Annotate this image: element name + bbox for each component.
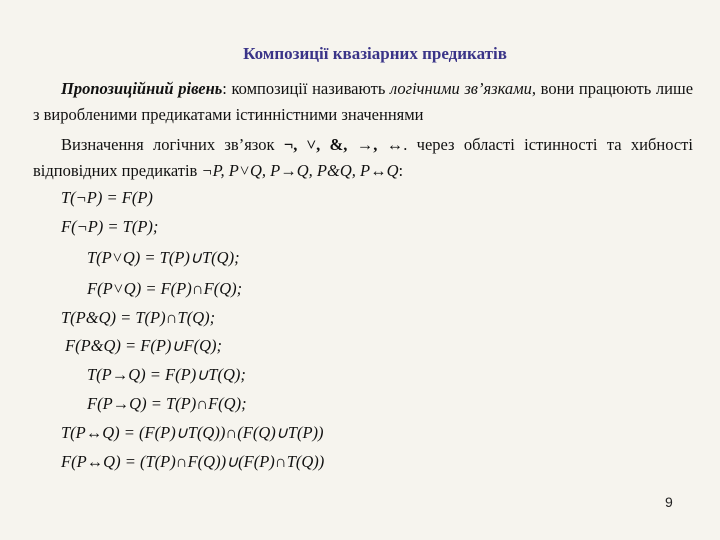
paragraph-propositional-level	[33, 76, 693, 128]
formula-2: F(¬P) = T(P);	[61, 217, 159, 236]
formula-10: F(P↔Q) = (T(P)∩F(Q))∪(F(P)∩T(Q))	[61, 452, 325, 471]
p2-text-1: Визначення логічних зв’язок	[61, 135, 284, 154]
slide-title: Композиції квазіарних предикатів	[243, 44, 507, 63]
paragraph-definitions	[33, 132, 693, 184]
formula-6: F(P&Q) = F(P)∪F(Q);	[65, 336, 222, 355]
formula-8: F(P→Q) = T(P)∩F(Q);	[87, 394, 247, 413]
connective-symbols: ¬, ˅, &, →, ↔	[283, 135, 404, 154]
formula-3: T(P˅Q) = T(P)∪T(Q);	[87, 248, 240, 267]
p2-text-2: . через області істинності та хибності відповідних предикатів	[33, 135, 693, 180]
predicate-list: ¬P, P˅Q, P→Q, P&Q, P↔Q	[201, 161, 399, 180]
page-number: 9	[665, 494, 673, 510]
formula-5: T(P&Q) = T(P)∩T(Q);	[61, 308, 216, 327]
term-propositional-level: Пропозиційний рівень	[61, 79, 223, 98]
p1-text-1: : композиції називають	[222, 79, 390, 98]
p2-text-3: :	[398, 161, 404, 180]
formula-1: T(¬P) = F(P)	[61, 188, 153, 207]
formula-7: T(P→Q) = F(P)∪T(Q);	[87, 365, 246, 384]
formula-9: T(P↔Q) = (F(P)∪T(Q))∩(F(Q)∪T(P))	[61, 423, 324, 442]
p1-text-2: , вони працюють лише з виробленими предикатами істинністними значеннями	[33, 79, 694, 124]
term-logical-connectives: логічними зв’язками	[389, 79, 532, 98]
formula-4: F(P˅Q) = F(P)∩F(Q);	[87, 279, 243, 298]
